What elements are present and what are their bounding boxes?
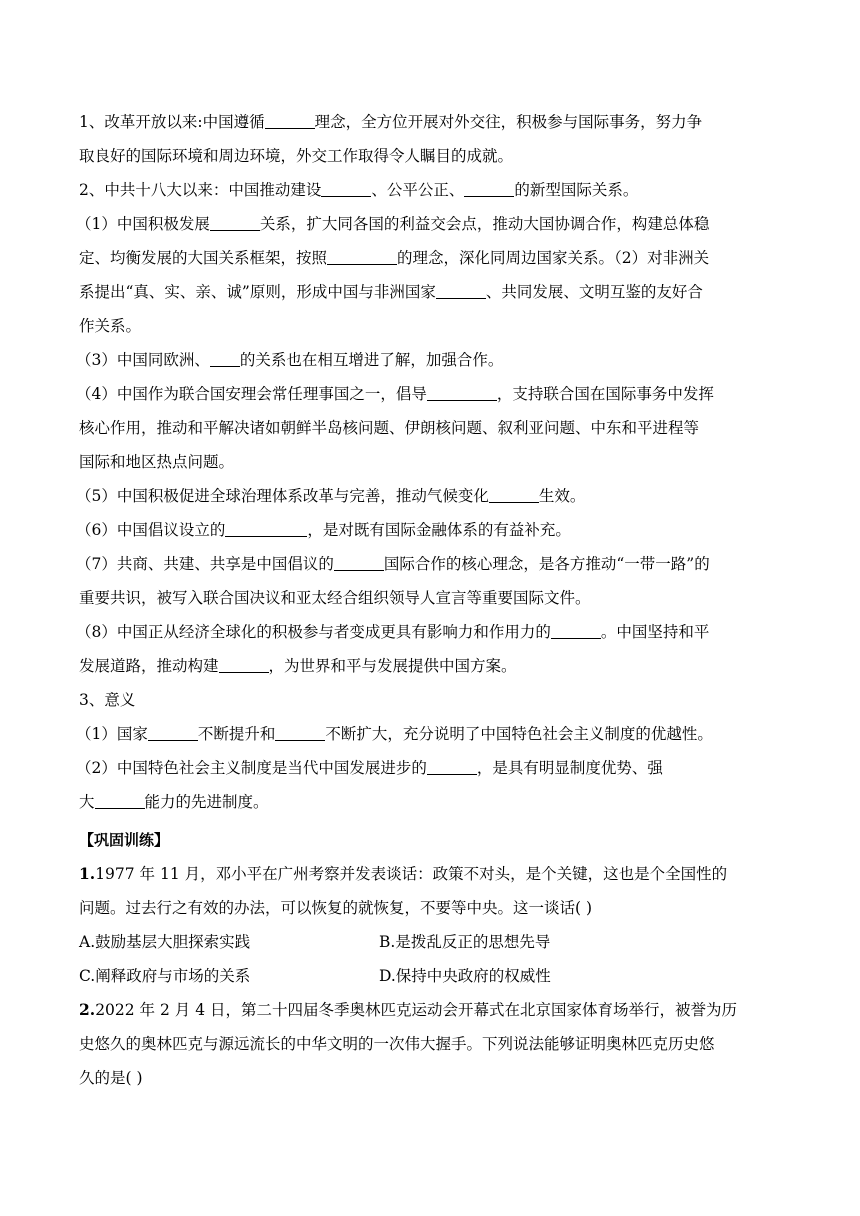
answer-blank[interactable] [219, 656, 269, 673]
sub5-line: （5）中国积极促进全球治理体系改革与完善，推动气候变化 生效。 [76, 487, 586, 505]
option-d[interactable]: D.保持中央政府的权威性 [379, 967, 551, 985]
answer-blank[interactable] [321, 180, 371, 197]
answer-blank[interactable] [95, 792, 145, 809]
answer-blank[interactable] [489, 486, 539, 503]
sub6-line: （6）中国倡议设立的 ，是对既有国际金融体系的有益补充。 [76, 521, 571, 539]
answer-blank[interactable] [210, 350, 240, 367]
sub1-line3: 系提出“真、实、亲、诚”原则，形成中国与非洲国家 、共同发展、文明互鉴的友好合 [79, 283, 703, 301]
item1-line2: 取良好的国际环境和周边环境，外交工作取得令人瞩目的成就。 [79, 147, 514, 165]
sub7-line2: 重要共识，被写入联合国决议和亚太经合组织领导人宣言等重要国际文件。 [79, 589, 591, 607]
sub4-line1: （4）中国作为联合国安理会常任理事国之一，倡导 ，支持联合国在国际事务中发挥 [76, 385, 714, 403]
answer-blank[interactable] [427, 384, 497, 401]
question2-line1: 2.2022 年 2 月 4 日，第二十四届冬季奥林匹克运动会开幕式在北京国家体育场举行，被誉为历 [79, 1000, 737, 1019]
sub4-line2: 核心作用，推动和平解决诸如朝鲜半岛核问题、伊朗核问题、叙利亚问题、中东和平进程等 [79, 419, 700, 437]
answer-blank[interactable] [436, 282, 486, 299]
option-b[interactable]: B.是拨乱反正的思想先导 [379, 933, 551, 951]
item1-line1: 1、改革开放以来:中国遵循 理念，全方位开展对外交往，积极参与国际事务，努力争 [79, 113, 703, 131]
question2-line3: 久的是( ) [79, 1069, 143, 1087]
question1-line2: 问题。过去行之有效的办法，可以恢复的就恢复，不要等中央。这一谈话( ) [79, 899, 593, 917]
item2-line: 2、中共十八大以来：中国推动建设 、公平公正、 的新型国际关系。 [79, 181, 639, 199]
meaning1-line: （1）国家 不断提升和 不断扩大，充分说明了中国特色社会主义制度的优越性。 [76, 725, 713, 743]
answer-blank[interactable] [427, 758, 477, 775]
answer-blank[interactable] [327, 248, 397, 265]
answer-blank[interactable] [551, 622, 601, 639]
sub1-line1: （1）中国积极发展 关系，扩大同各国的利益交会点，推动大国协调合作，构建总体稳 [76, 215, 710, 233]
meaning2-line1: （2）中国特色社会主义制度是当代中国发展进步的 ，是具有明显制度优势、强 [76, 759, 663, 777]
option-c[interactable]: C.阐释政府与市场的关系 [79, 967, 251, 985]
answer-blank[interactable] [210, 214, 260, 231]
question2-line2: 史悠久的奥林匹克与源远流长的中华文明的一次伟大握手。下列说法能够证明奥林匹克历史悠 [79, 1035, 715, 1053]
question1-options-row1 [79, 932, 784, 952]
sub7-line1: （7）共商、共建、共享是中国倡议的 国际合作的核心理念，是各方推动“一带一路”的 [76, 555, 710, 573]
sub8-line1: （8）中国正从经济全球化的积极参与者变成更具有影响力和作用力的 。中国坚持和平 [76, 623, 710, 641]
answer-blank[interactable] [265, 112, 315, 129]
answer-blank[interactable] [225, 520, 307, 537]
answer-blank[interactable] [334, 554, 384, 571]
answer-blank[interactable] [464, 180, 514, 197]
question-number: 1. [79, 864, 96, 883]
answer-blank[interactable] [275, 724, 325, 741]
question1-options-row2 [79, 966, 784, 986]
meaning2-line2: 大 能力的先进制度。 [79, 793, 269, 811]
item3-title: 3、意义 [79, 691, 136, 709]
answer-blank[interactable] [148, 724, 198, 741]
question-number: 2. [79, 1000, 96, 1019]
sub1-line4: 作关系。 [79, 317, 142, 335]
option-a[interactable]: A.鼓励基层大胆探索实践 [79, 933, 251, 951]
sub1-line2: 定、均衡发展的大国关系框架，按照 的理念，深化同周边国家关系。（2）对非洲关 [79, 249, 710, 267]
sub8-line2: 发展道路，推动构建 ，为世界和平与发展提供中国方案。 [79, 657, 517, 675]
question1-line1: 1.1977 年 11 月，邓小平在广州考察并发表谈话：政策不对头，是个关键，这也是个全国性的 [79, 864, 728, 883]
sub4-line3: 国际和地区热点问题。 [79, 453, 235, 471]
sub3-line: （3）中国同欧洲、 的关系也在相互增进了解，加强合作。 [76, 351, 504, 369]
training-heading: 【巩固训练】 [79, 831, 170, 849]
